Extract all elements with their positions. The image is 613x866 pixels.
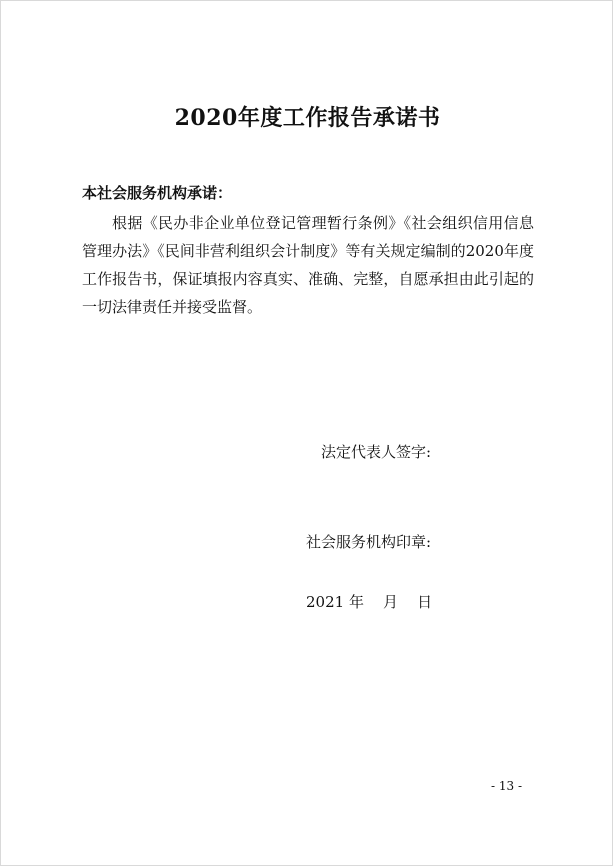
document-title: 2020年度工作报告承诺书 [174,105,441,131]
page-number: - 13 - [491,779,523,793]
addressee-line: 本社会服务机构承诺： [82,184,233,202]
commitment-body: 根据《民办非企业单位登记管理暂行条例》《社会组织信用信息管理办法》《民间非营利组织会计制度》等有关规定编制的2020年度工作报告书，保证填报内容真实、准确、完整，自愿承担由此引起的一切法律责任并接受监督。 [82,214,534,316]
date-line: 2021 年 月 日 [306,593,433,611]
legal-representative-signature-label: 法定代表人签字: [321,443,432,461]
organization-seal-label: 社会服务机构印章: [306,533,432,551]
